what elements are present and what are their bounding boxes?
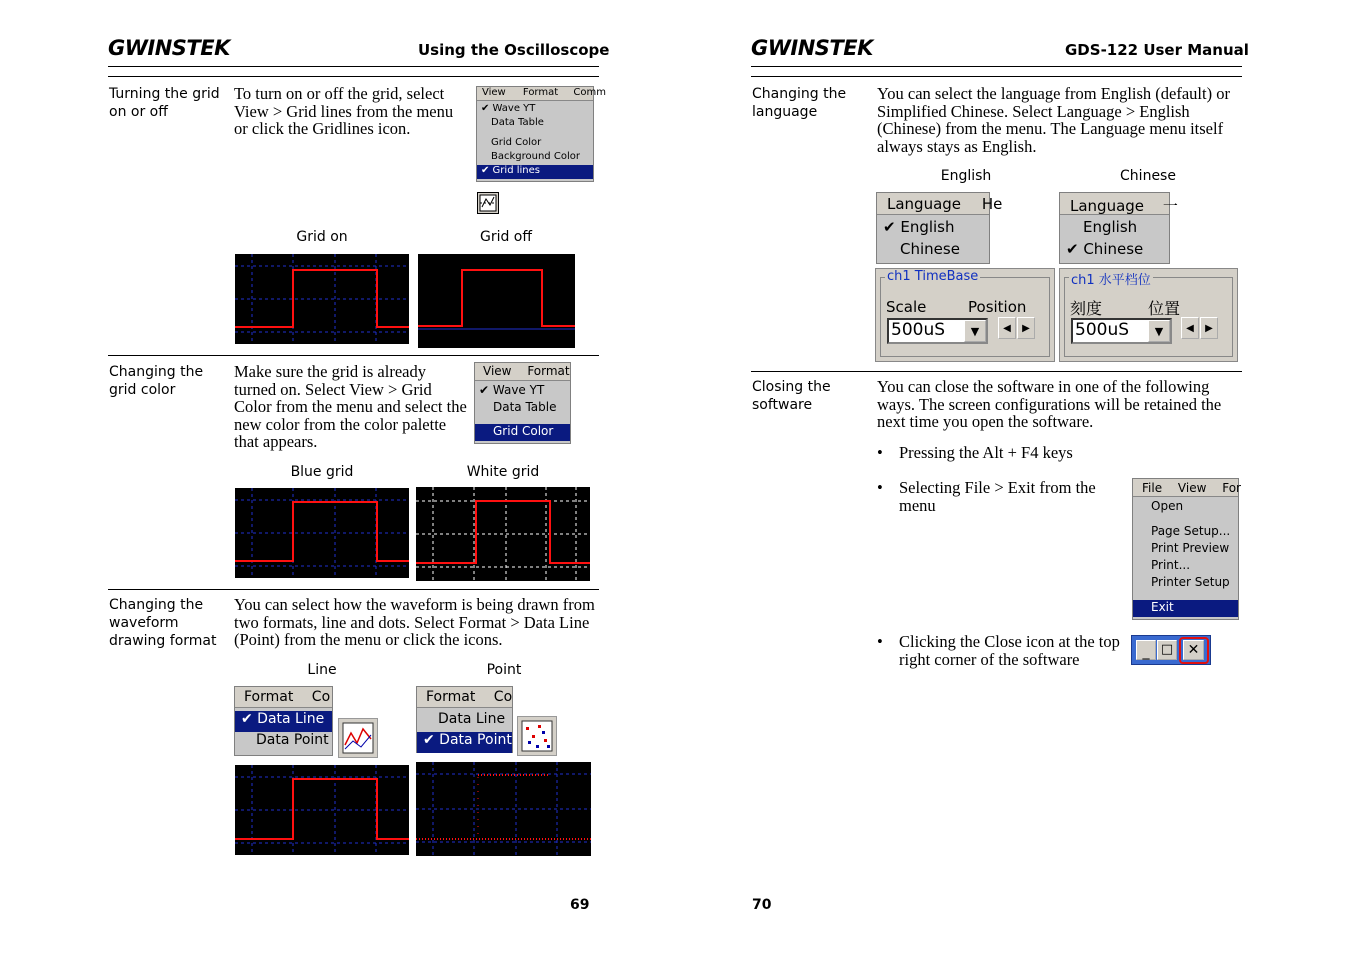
maximize-icon[interactable]: □ xyxy=(1157,640,1177,660)
file-menu-screenshot xyxy=(1132,478,1239,620)
position-label: 位置 xyxy=(1148,299,1181,318)
bullet-dot: • xyxy=(877,443,883,462)
menu-language: Language xyxy=(1070,197,1145,215)
menu-item: English xyxy=(1083,218,1138,236)
menu-item: Chinese xyxy=(900,240,960,258)
format-point-menu xyxy=(416,686,513,753)
menu-item: ✔ Wave YT xyxy=(479,383,545,397)
position-right-icon[interactable]: ▶ xyxy=(1017,317,1035,339)
section-rule xyxy=(108,355,599,356)
menu-format: Format xyxy=(527,364,570,378)
menu-item: Data Table xyxy=(491,117,544,128)
language-menu-english xyxy=(876,192,1003,264)
section-text: You can close the software in one of the following ways. The screen configurations will be retained the next time you open the software. xyxy=(877,377,1222,431)
menu-item: ✔ Wave YT xyxy=(481,103,536,114)
menu-bar xyxy=(1133,479,1241,497)
menu-bar xyxy=(417,687,512,708)
gridcolor-menu-screenshot xyxy=(474,362,571,444)
section-text: Make sure the grid is already turned on. Select View > Grid Color from the menu and select the new color from the color palette that appears. xyxy=(234,362,467,451)
scope-white-grid-image xyxy=(416,487,590,581)
timebase-panel-english xyxy=(875,268,1055,362)
menu-item-selected: Exit xyxy=(1133,600,1238,617)
menu-item: Background Color xyxy=(491,151,580,162)
menu-bar xyxy=(1060,193,1178,215)
menu-comm: Comm xyxy=(573,87,606,98)
menu-item: Print... xyxy=(1151,558,1191,572)
page-number: 69 xyxy=(570,897,590,913)
scope-grid-on-image xyxy=(235,254,409,344)
caption-blue-grid: Blue grid xyxy=(290,464,354,480)
position-label: Position xyxy=(968,298,1027,316)
bullet-dot: • xyxy=(877,478,883,497)
position-right-icon[interactable]: ▶ xyxy=(1200,317,1218,339)
menu-file: File xyxy=(1142,481,1163,495)
menu-format: Format xyxy=(426,689,476,705)
scale-value: 500uS xyxy=(1075,320,1130,340)
minimize-icon[interactable]: _ xyxy=(1136,640,1156,660)
brand-logo: GWINSTEK xyxy=(108,36,230,60)
position-left-icon[interactable]: ◀ xyxy=(998,317,1016,339)
caption-chinese: Chinese xyxy=(1120,168,1176,184)
bullet-text: Pressing the Alt + F4 keys xyxy=(899,443,1073,462)
menu-item: ✔ Chinese xyxy=(1066,240,1144,258)
scale-label: 刻度 xyxy=(1070,299,1103,318)
page-number: 70 xyxy=(752,897,772,913)
section-text: To turn on or off the grid, select View > Grid lines from the menu or click the Gridlines icon. xyxy=(234,84,454,138)
scale-select[interactable] xyxy=(1071,318,1172,344)
caption-english: English xyxy=(940,168,992,184)
menu-format: For xyxy=(1222,481,1241,495)
window-controls-screenshot xyxy=(1131,635,1211,665)
view-menu-screenshot xyxy=(476,86,606,182)
caption-white-grid: White grid xyxy=(466,464,540,480)
header-rule xyxy=(751,66,1242,67)
scale-select[interactable] xyxy=(887,318,988,344)
scope-point-image xyxy=(416,762,591,856)
timebase-panel-chinese xyxy=(1059,268,1238,362)
section-label: Changing the grid color xyxy=(109,364,204,398)
menu-item: Open xyxy=(1151,499,1184,513)
page-header-title: Using the Oscilloscope xyxy=(418,41,610,59)
caption-point: Point xyxy=(486,662,522,678)
menu-item: Printer Setup xyxy=(1151,575,1230,589)
menu-item: Data Point xyxy=(256,732,329,748)
menu-item: Page Setup... xyxy=(1151,524,1231,538)
language-menu-chinese xyxy=(1059,192,1178,264)
chevron-down-icon[interactable]: ▼ xyxy=(964,320,986,342)
menu-item: Data Line xyxy=(438,711,506,727)
menu-item: Grid Color xyxy=(491,137,542,148)
caption-grid-off: Grid off xyxy=(479,229,533,245)
caption-line: Line xyxy=(307,662,337,678)
menu-bar xyxy=(477,87,606,101)
menu-view: View xyxy=(483,364,512,378)
gridlines-icon xyxy=(477,192,499,214)
data-point-icon xyxy=(517,716,557,756)
data-line-icon xyxy=(338,718,378,758)
bullet-dot: • xyxy=(877,632,883,651)
section-label: Changing the language xyxy=(752,86,847,120)
menu-item-selected: ✔ Data Line xyxy=(235,711,332,732)
close-icon[interactable]: ✕ xyxy=(1183,640,1204,660)
menu-view: View xyxy=(1177,481,1207,495)
chevron-down-icon[interactable]: ▼ xyxy=(1148,320,1170,342)
section-label: Closing the software xyxy=(752,379,831,413)
scope-line-image xyxy=(235,765,409,855)
menu-item: Data Table xyxy=(493,400,557,414)
header-rule xyxy=(108,66,599,67)
menu-bar xyxy=(475,363,570,381)
section-text: You can select how the waveform is being drawn from two formats, line and dots. Select Format > Data Line (Point) from the menu or click the icons. xyxy=(234,595,595,649)
section-label: Changing the waveform drawing format xyxy=(109,597,217,649)
position-left-icon[interactable]: ◀ xyxy=(1181,317,1199,339)
menu-format: Format xyxy=(244,689,294,705)
menu-help: He xyxy=(981,195,1003,213)
menu-language: Language xyxy=(887,195,962,213)
scope-blue-grid-image xyxy=(235,488,409,578)
section-rule xyxy=(751,76,1242,77)
scope-grid-off-image xyxy=(418,254,575,348)
menu-item: Print Preview xyxy=(1151,541,1230,555)
scale-label: Scale xyxy=(886,298,927,316)
menu-co: Co xyxy=(311,689,331,705)
group-title: ch1 水平档位 xyxy=(1069,269,1153,288)
menu-co: Co xyxy=(493,689,513,705)
bullet-text: Selecting File > Exit from the menu xyxy=(899,478,1096,515)
bullet-text: Clicking the Close icon at the top right corner of the software xyxy=(899,632,1120,669)
menu-item-selected: ✔ Grid lines xyxy=(477,165,593,179)
menu-item-selected: ✔ Data Point xyxy=(417,732,512,753)
scale-value: 500uS xyxy=(891,320,946,340)
menu-bar xyxy=(877,193,1003,215)
menu-format: Format xyxy=(522,87,559,98)
section-label: Turning the grid on or off xyxy=(109,86,220,120)
page-header-title: GDS-122 User Manual xyxy=(1065,41,1249,59)
section-rule xyxy=(108,76,599,77)
menu-help: 一 xyxy=(1162,197,1178,215)
menu-item: ✔ English xyxy=(883,218,955,236)
section-rule xyxy=(108,589,599,590)
menu-item-selected: Grid Color xyxy=(475,424,570,441)
menu-bar xyxy=(235,687,332,708)
format-line-menu xyxy=(234,686,333,756)
section-text: You can select the language from English (default) or Simplified Chinese. Select Language > English (Chinese) from the menu. The Language menu itself always stays as English. xyxy=(877,84,1230,156)
section-rule xyxy=(751,371,1242,372)
group-title: ch1 TimeBase xyxy=(887,269,979,284)
caption-grid-on: Grid on xyxy=(296,229,348,245)
brand-logo: GWINSTEK xyxy=(751,36,873,60)
menu-view: View xyxy=(482,87,506,98)
